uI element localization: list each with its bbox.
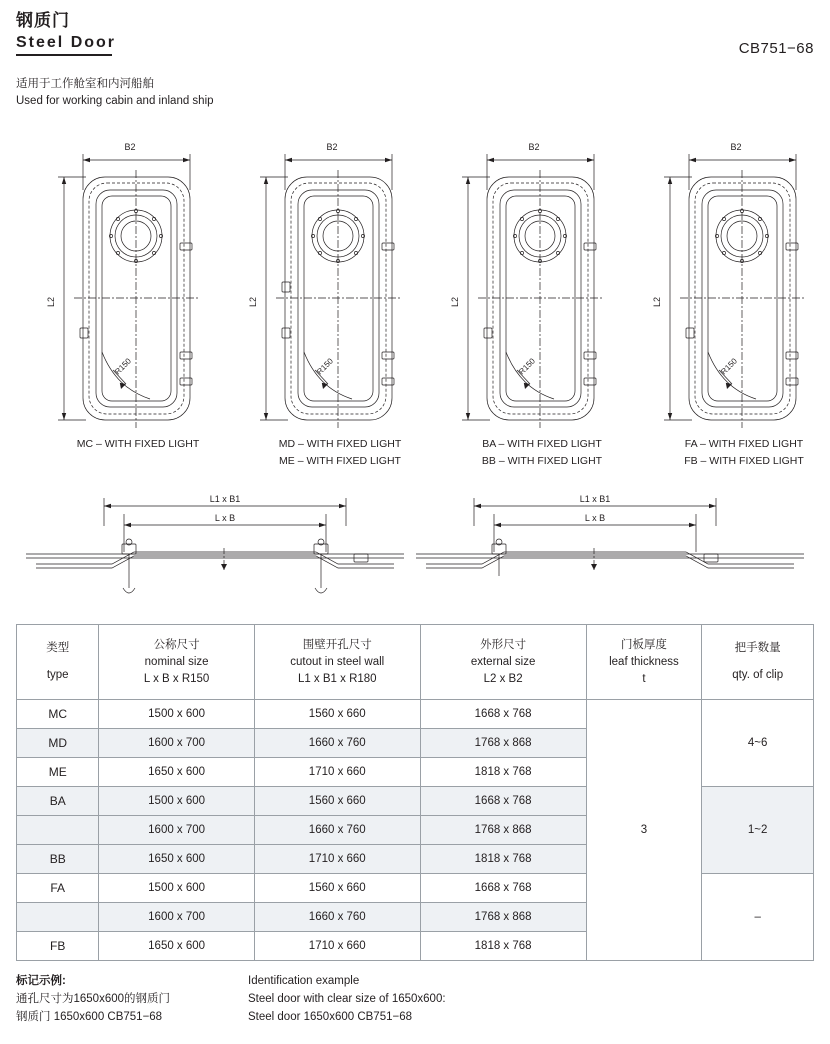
caption-line-2: FB – WITH FIXED LIGHT bbox=[684, 455, 804, 467]
caption-line-1: BA – WITH FIXED LIGHT bbox=[482, 438, 602, 450]
cell-clip-qty-mc-group: 4~6 bbox=[702, 700, 814, 787]
figure-captions bbox=[16, 436, 814, 482]
svg-text:L2: L2 bbox=[450, 296, 460, 308]
cell-nominal: 1650 x 600 bbox=[99, 845, 254, 874]
svg-text:B2: B2 bbox=[124, 142, 136, 152]
cell-type bbox=[17, 816, 99, 845]
page-title-cn: 钢质门 bbox=[16, 11, 70, 30]
cell-type: BA bbox=[17, 787, 99, 816]
door-drawings-row bbox=[16, 132, 814, 472]
table-header-row bbox=[17, 625, 814, 700]
identification-cn-line-2: 钢质门 1650x600 CB751−68 bbox=[16, 1011, 163, 1023]
identification-cn bbox=[16, 972, 246, 1026]
cell-nominal: 1500 x 600 bbox=[99, 787, 254, 816]
cell-cutout: 1560 x 660 bbox=[254, 787, 420, 816]
page-header bbox=[16, 10, 814, 56]
caption-line-1: MD – WITH FIXED LIGHT bbox=[278, 438, 402, 450]
svg-text:R150: R150 bbox=[315, 356, 335, 377]
cell-cutout: 1560 x 660 bbox=[254, 700, 420, 729]
cell-nominal: 1600 x 700 bbox=[99, 729, 254, 758]
title-underline bbox=[16, 54, 112, 56]
door-figure-fa-fb bbox=[646, 132, 830, 472]
cell-external: 1668 x 768 bbox=[420, 700, 586, 729]
cell-leaf-thickness: 3 bbox=[586, 700, 702, 961]
identification-en bbox=[248, 972, 668, 1026]
cell-cutout: 1710 x 660 bbox=[254, 845, 420, 874]
subtitle-en: Used for working cabin and inland ship bbox=[16, 95, 214, 107]
caption-fa-fb bbox=[644, 436, 830, 470]
cell-external: 1768 x 868 bbox=[420, 816, 586, 845]
cell-external: 1818 x 768 bbox=[420, 932, 586, 961]
svg-text:L2: L2 bbox=[652, 296, 662, 308]
cell-nominal: 1650 x 600 bbox=[99, 932, 254, 961]
col-header-external-size: 外形尺寸 external size L2 x B2 bbox=[420, 625, 586, 700]
cell-nominal: 1650 x 600 bbox=[99, 758, 254, 787]
cell-cutout: 1660 x 760 bbox=[254, 816, 420, 845]
col-header-leaf-thickness: 门板厚度 leaf thickness t bbox=[586, 625, 702, 700]
cell-nominal: 1500 x 600 bbox=[99, 874, 254, 903]
svg-text:L1 x B1: L1 x B1 bbox=[209, 494, 241, 504]
cell-type bbox=[17, 903, 99, 932]
svg-text:L x B: L x B bbox=[214, 513, 236, 523]
col-header-cutout: 围壁开孔尺寸 cutout in steel wall L1 x B1 x R180 bbox=[254, 625, 420, 700]
cell-external: 1818 x 768 bbox=[420, 845, 586, 874]
svg-text:B2: B2 bbox=[528, 142, 540, 152]
cell-cutout: 1660 x 760 bbox=[254, 729, 420, 758]
col-header-clip-qty: 把手数量 qty. of clip bbox=[702, 625, 814, 700]
cell-nominal: 1600 x 700 bbox=[99, 816, 254, 845]
caption-line-1: FA – WITH FIXED LIGHT bbox=[684, 438, 804, 450]
svg-text:L2: L2 bbox=[46, 296, 56, 308]
identification-cn-line-1: 通孔尺寸为1650x600的钢质门 bbox=[16, 993, 171, 1005]
cell-clip-qty-b-group: 1~2 bbox=[702, 787, 814, 874]
subtitle-cn: 适用于工作舱室和内河船舶 bbox=[16, 78, 154, 90]
col-header-nominal-size: 公称尺寸 nominal size L x B x R150 bbox=[99, 625, 254, 700]
section-drawings-row bbox=[16, 492, 814, 612]
caption-line-2: BB – WITH FIXED LIGHT bbox=[481, 455, 603, 467]
cell-type: FA bbox=[17, 874, 99, 903]
cell-external: 1768 x 868 bbox=[420, 729, 586, 758]
svg-text:R150: R150 bbox=[517, 356, 537, 377]
subtitle-block bbox=[16, 76, 214, 110]
identification-cn-label: 标记示例: bbox=[16, 975, 66, 987]
door-figure-mc bbox=[40, 132, 235, 472]
cell-clip-qty-f-group: – bbox=[702, 874, 814, 961]
cell-external: 1818 x 768 bbox=[420, 758, 586, 787]
svg-text:B2: B2 bbox=[326, 142, 338, 152]
door-figure-md-me bbox=[242, 132, 437, 472]
identification-en-line-2: Steel door 1650x600 CB751−68 bbox=[248, 1011, 413, 1023]
cell-external: 1768 x 868 bbox=[420, 903, 586, 932]
svg-text:R150: R150 bbox=[113, 356, 133, 377]
svg-text:B2: B2 bbox=[730, 142, 742, 152]
identification-en-line-1: Steel door with clear size of 1650x600: bbox=[248, 993, 446, 1005]
cell-type: FB bbox=[17, 932, 99, 961]
cell-type: BB bbox=[17, 845, 99, 874]
page-title-en: Steel Door bbox=[16, 34, 117, 52]
svg-text:L1 x B1: L1 x B1 bbox=[579, 494, 611, 504]
caption-md-me bbox=[240, 436, 440, 470]
cell-nominal: 1600 x 700 bbox=[99, 903, 254, 932]
cell-nominal: 1500 x 600 bbox=[99, 700, 254, 729]
spec-table bbox=[16, 624, 814, 961]
svg-text:R150: R150 bbox=[719, 356, 739, 377]
table-row bbox=[17, 700, 814, 729]
door-figure-ba-bb bbox=[444, 132, 639, 472]
identification-en-label: Identification example bbox=[248, 975, 360, 987]
cell-cutout: 1710 x 660 bbox=[254, 932, 420, 961]
cell-type: MC bbox=[17, 700, 99, 729]
svg-text:L2: L2 bbox=[248, 296, 258, 308]
svg-text:L x B: L x B bbox=[584, 513, 606, 523]
cell-type: MD bbox=[17, 729, 99, 758]
cell-cutout: 1560 x 660 bbox=[254, 874, 420, 903]
cell-type: ME bbox=[17, 758, 99, 787]
caption-line-2: ME – WITH FIXED LIGHT bbox=[279, 455, 401, 467]
standard-code: CB751−68 bbox=[738, 40, 814, 57]
cell-cutout: 1660 x 760 bbox=[254, 903, 420, 932]
spec-table-wrapper bbox=[16, 624, 814, 961]
cell-external: 1668 x 768 bbox=[420, 787, 586, 816]
col-header-type: 类型 type bbox=[17, 625, 99, 700]
caption-ba-bb bbox=[442, 436, 642, 470]
caption-line-1: MC – WITH FIXED LIGHT bbox=[76, 438, 200, 450]
caption-mc bbox=[38, 436, 238, 453]
cell-external: 1668 x 768 bbox=[420, 874, 586, 903]
cell-cutout: 1710 x 660 bbox=[254, 758, 420, 787]
